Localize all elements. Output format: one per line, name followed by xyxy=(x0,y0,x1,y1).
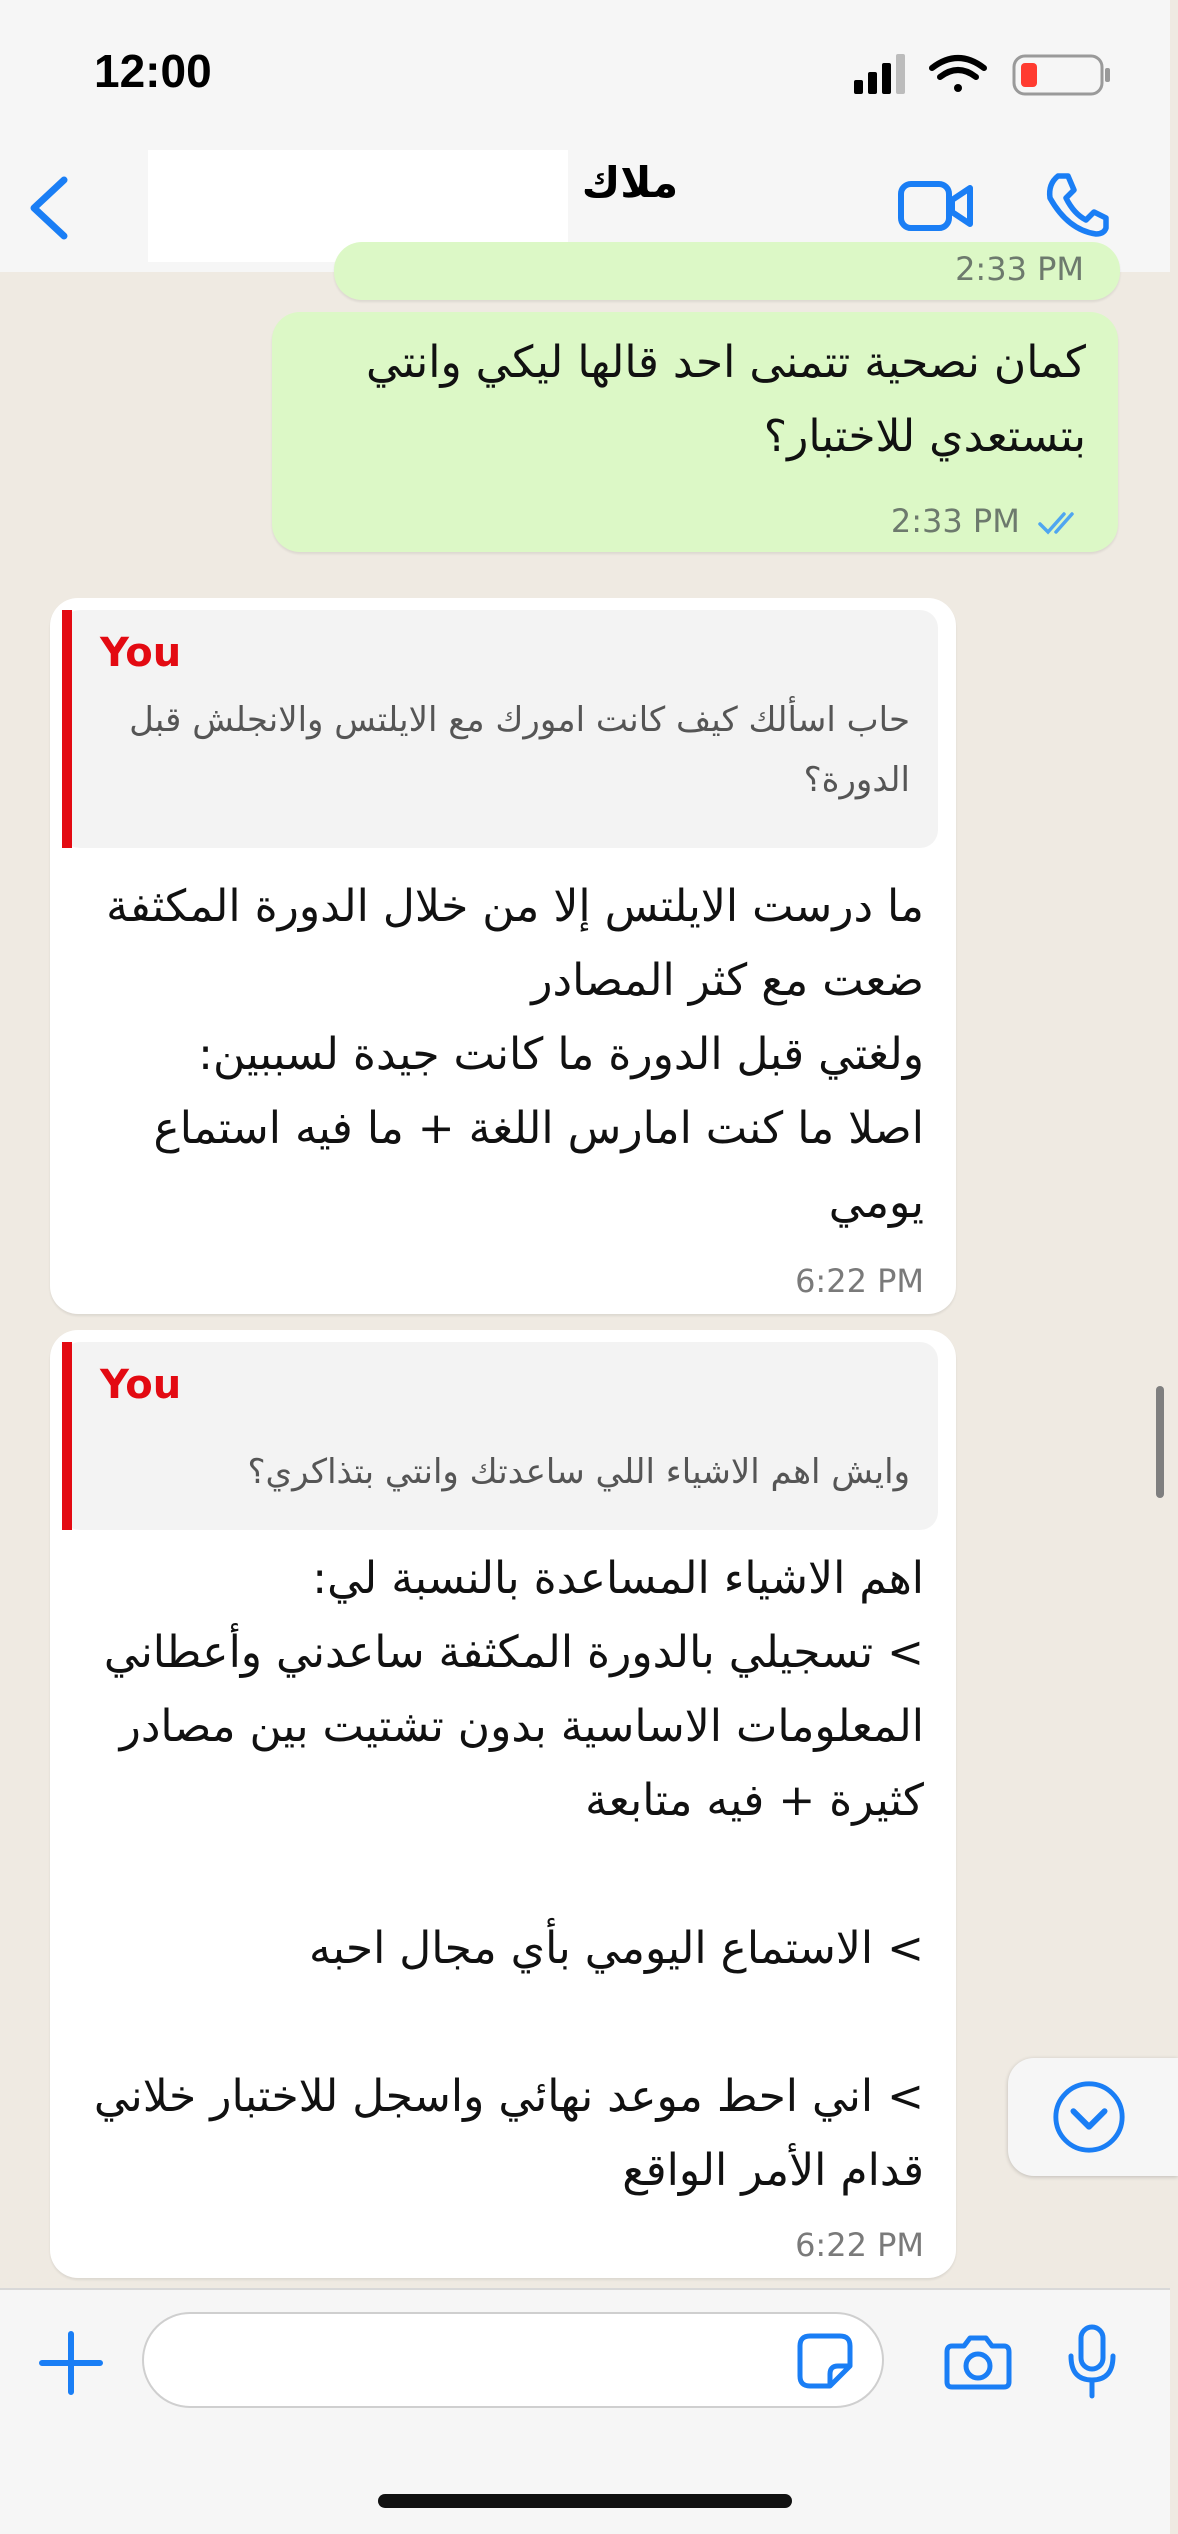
incoming-message-bubble[interactable] xyxy=(50,1330,956,2278)
scroll-indicator[interactable] xyxy=(1156,1386,1164,1498)
quoted-reply[interactable] xyxy=(62,1342,938,1530)
status-icons xyxy=(854,52,1114,96)
message-time: 2:33 PM xyxy=(890,502,1020,540)
video-camera-icon[interactable] xyxy=(898,178,974,234)
microphone-icon[interactable] xyxy=(1066,2324,1118,2400)
quote-bar xyxy=(62,610,72,848)
outgoing-message-bubble[interactable] xyxy=(272,312,1118,552)
quoted-reply[interactable] xyxy=(62,610,938,848)
wifi-icon xyxy=(932,58,984,92)
quote-author: You xyxy=(100,1362,182,1408)
message-text: اهم الاشياء المساعدة بالنسبة لي: > تسجيلي بالدورة المكثفة ساعدني وأعطاني المعلومات الاساسية بدون تشتيت بين مصادر كثيرة + فيه متابعة > الاستماع اليومي بأي مجال احبه > اني احط موعد نهائي واسجل للاختبار خلاني قدام الأمر الواقع xyxy=(93,1553,924,2196)
battery-icon xyxy=(1014,56,1110,94)
plus-icon[interactable] xyxy=(38,2330,104,2396)
contact-name[interactable]: ملاك xyxy=(581,158,679,207)
message-time: 6:22 PM xyxy=(795,1262,924,1300)
quote-author: You xyxy=(100,630,182,676)
incoming-message-bubble[interactable] xyxy=(50,598,956,1314)
chevron-down-circle-icon xyxy=(1050,2078,1128,2156)
home-indicator[interactable] xyxy=(378,2494,792,2508)
read-receipt-icon xyxy=(1038,510,1088,536)
message-text: ما درست الايلتس إلا من خلال الدورة المكثفة ضعت مع كثر المصادر ولغتي قبل الدورة ما كانت جيدة لسببين: اصلا ما كنت امارس اللغة + ما فيه استماع يومي xyxy=(106,881,924,1228)
message-time: 6:22 PM xyxy=(795,2226,924,2264)
scroll-to-bottom-button[interactable] xyxy=(1008,2058,1178,2176)
status-bar xyxy=(0,0,1170,140)
message-composer xyxy=(0,2288,1170,2534)
quote-bar xyxy=(62,1342,72,1530)
quote-text: حاب اسألك كيف كانت امورك مع الايلتس والانجلش قبل الدورة؟ xyxy=(129,700,910,800)
message-input[interactable] xyxy=(142,2312,884,2408)
chevron-left-icon[interactable] xyxy=(20,172,80,244)
signal-icon xyxy=(854,54,905,94)
message-text: كمان نصحية تتمنى احد قالها ليكي وانتي بتستعدي للاختبار؟ xyxy=(366,337,1086,462)
quote-text: وايش اهم الاشياء اللي ساعدتك وانتي بتذاكري؟ xyxy=(247,1452,910,1492)
message-meta xyxy=(891,502,1088,540)
phone-icon[interactable] xyxy=(1044,172,1108,238)
camera-icon[interactable] xyxy=(944,2334,1012,2390)
message-time: 2:33 PM xyxy=(955,250,1084,288)
sticker-icon[interactable] xyxy=(796,2332,854,2390)
chat-area[interactable] xyxy=(0,250,1170,2288)
status-time: 12:00 xyxy=(94,45,212,97)
